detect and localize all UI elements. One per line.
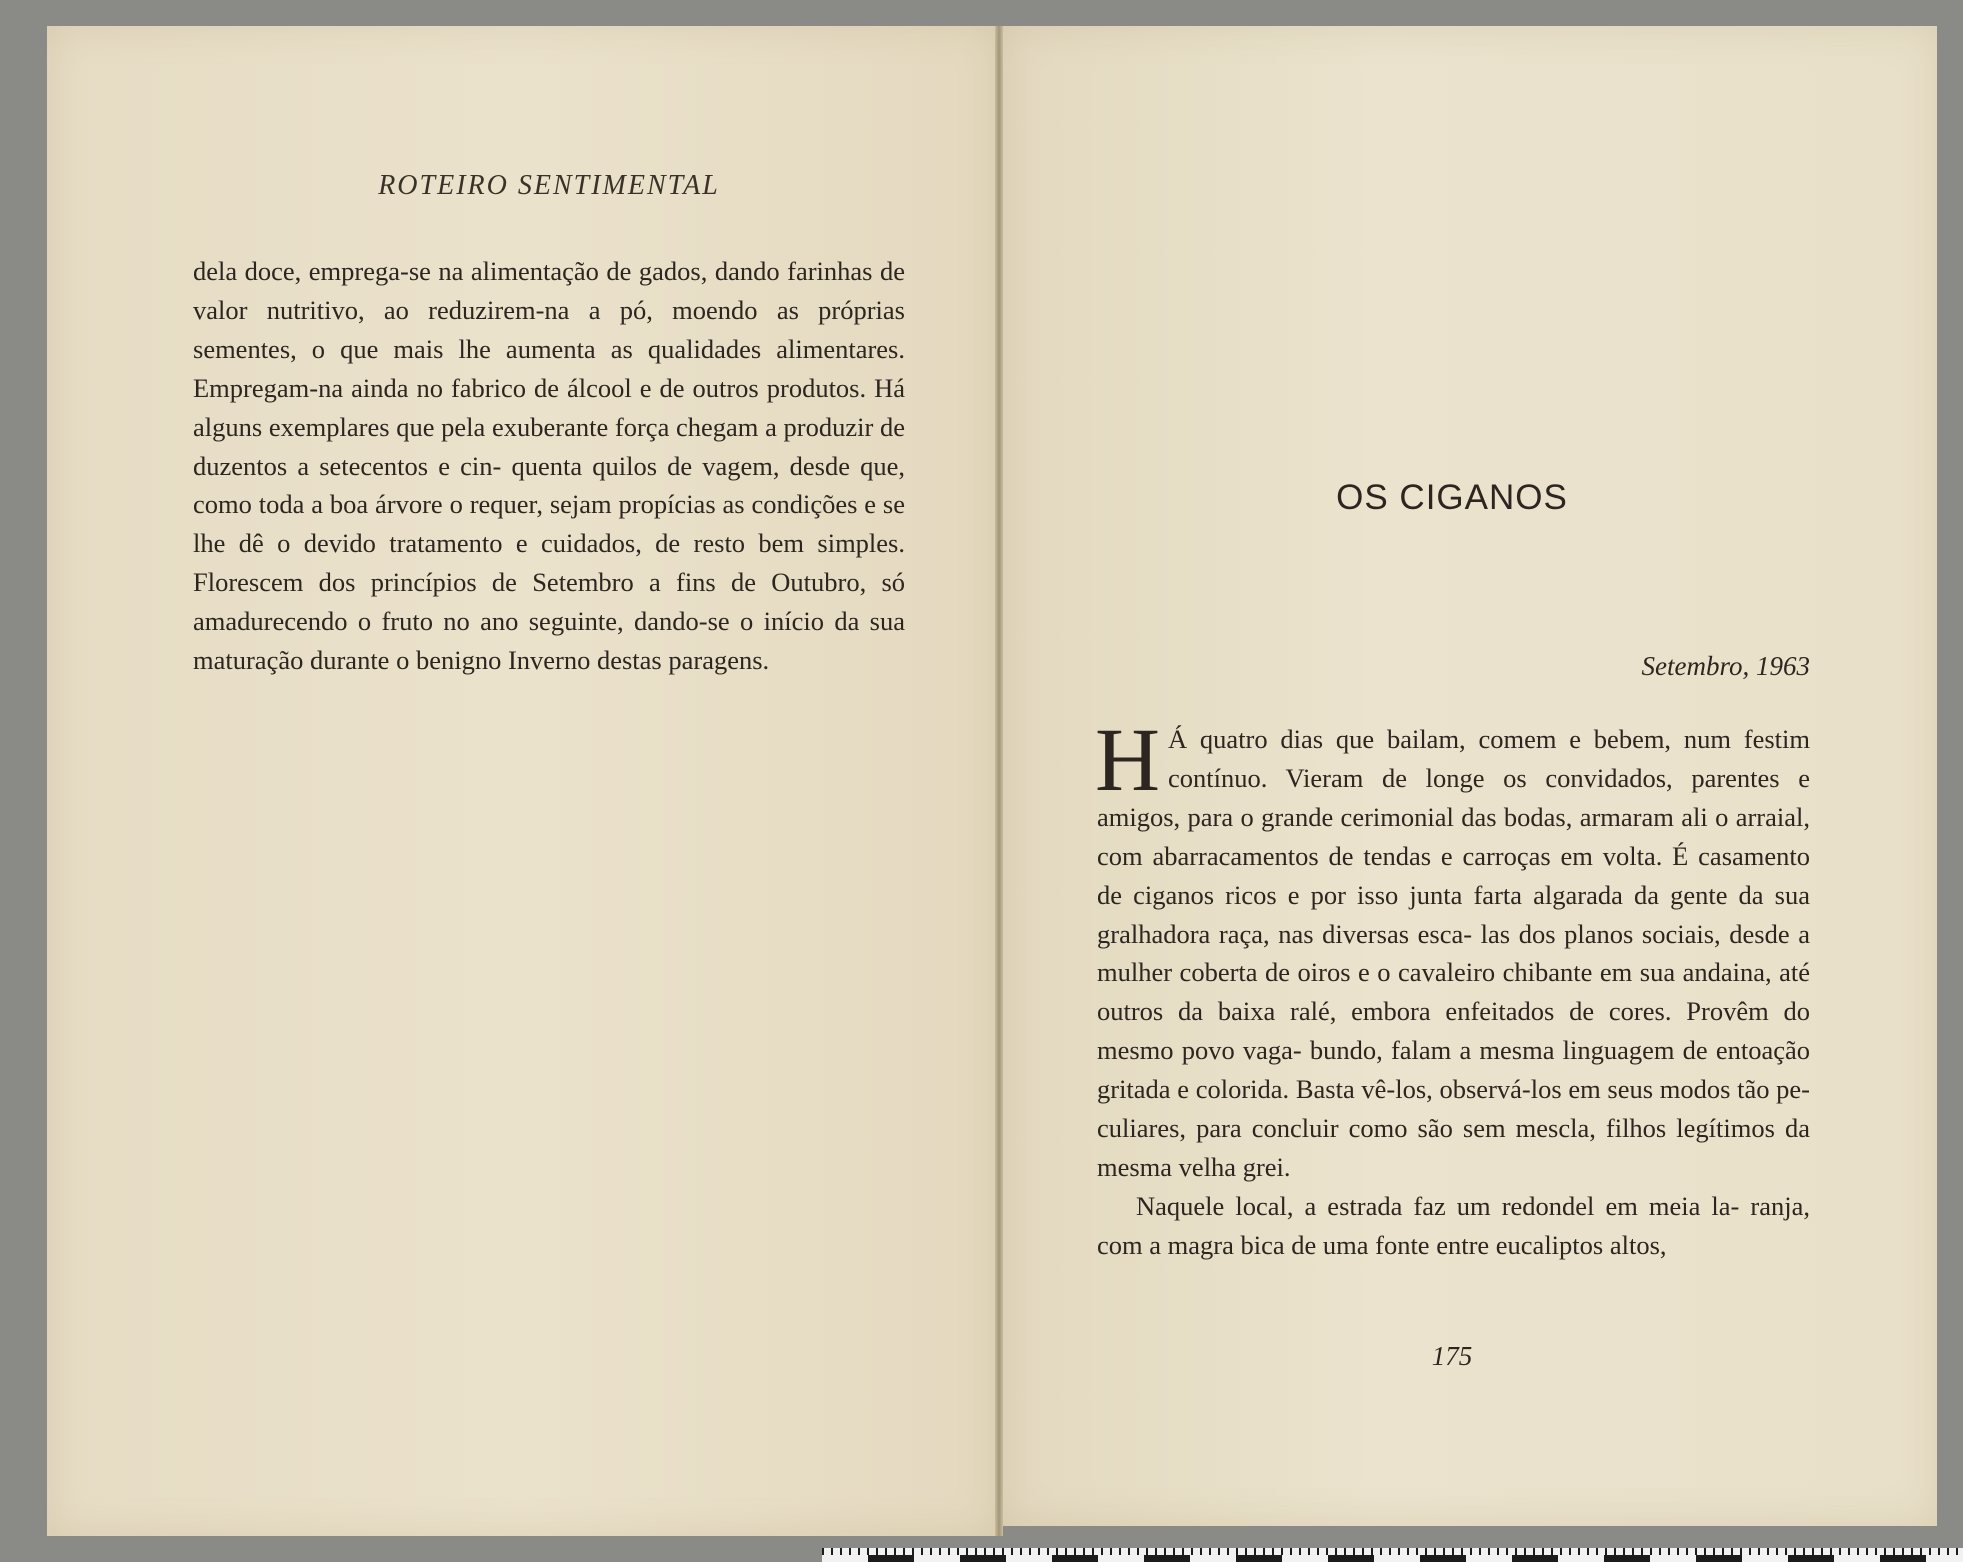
chapter-title: OS CIGANOS xyxy=(1336,478,1568,517)
text-line: cavaleiro chibante em sua andaina, até outros da baixa ralé, xyxy=(1097,957,1811,1027)
text-line: volta. É casamento de ciganos ricos e por isso junta farta xyxy=(1097,840,1811,910)
text-line: Naquele local, a estrada faz um redondel em meia la- xyxy=(1136,1190,1740,1221)
text-line: bundo, falam a mesma linguagem de entoação gritada e xyxy=(1097,1035,1810,1105)
text-line: quenta quilos de vagem, desde que, como toda a boa árvore xyxy=(193,450,905,520)
text-line: Á quatro dias que bailam, comem e bebem, num festim xyxy=(1168,724,1810,754)
dateline: Setembro, 1963 xyxy=(1641,651,1810,681)
book-spine xyxy=(995,26,1003,1536)
drop-cap: H xyxy=(1095,711,1160,810)
second-paragraph xyxy=(1097,1187,1810,1265)
page-number: 175 xyxy=(1431,1341,1473,1371)
text-line: dela doce, emprega-se na alimentação de gados, dando xyxy=(193,256,780,286)
text-line: princípios de Setembro a fins de Outubro, só amadurecendo xyxy=(193,567,906,637)
text-line: o requer, sejam propícias as condições e se lhe dê o devido xyxy=(193,489,906,559)
text-line: colorida. Basta vê-los, observá-los em seus modos tão pe- xyxy=(1195,1074,1810,1105)
text-line: o arraial, com abarracamentos de tendas e carroças em xyxy=(1097,801,1810,871)
text-line: contínuo. Vieram de longe os convidados, parentes e xyxy=(1168,762,1810,793)
text-line: tratamento e cuidados, de resto bem simples. Florescem dos xyxy=(193,528,905,598)
text-line: ranja, com a magra bica de uma fonte entre eucaliptos altos, xyxy=(1097,1190,1811,1260)
text-line: embora enfeitados de cores. Provêm do mesmo povo vaga- xyxy=(1097,996,1810,1066)
left-paragraph xyxy=(193,252,905,680)
running-head: ROTEIRO SENTIMENTAL xyxy=(378,170,720,201)
text-line: o fruto no ano seguinte, dando-se o início da sua maturação xyxy=(193,606,905,676)
right-body-text xyxy=(1095,711,1811,1265)
text-line: alimentares. Empregam-na ainda no fabrico de álcool e de xyxy=(193,333,905,403)
scale-ruler-band xyxy=(822,1555,1963,1562)
text-line: culiares, para concluir como são sem mescla, filhos legítimos xyxy=(1097,1113,1775,1144)
first-paragraph xyxy=(1095,711,1811,1187)
text-line: amigos, para o grande cerimonial das bodas, armaram ali xyxy=(1097,801,1708,832)
text-line: outros produtos. Há alguns exemplares que pela exuberante xyxy=(193,372,906,442)
text-line: las dos planos sociais, desde a mulher coberta de oiros e o xyxy=(1097,918,1810,988)
text-line: farinhas de valor nutritivo, ao reduzirem-na a pó, moendo xyxy=(193,256,905,325)
text-line: da mesma velha grei. xyxy=(1097,1113,1811,1182)
text-line: algarada da gente da sua gralhadora raça, nas diversas esca- xyxy=(1097,879,1810,949)
text-line: as próprias sementes, o que mais lhe aumenta as qualidades xyxy=(193,294,905,364)
left-body-text xyxy=(193,252,905,680)
text-line: força chegam a produzir de duzentos a setecentos e cin- xyxy=(193,411,906,481)
text-line: durante o benigno Inverno destas paragens. xyxy=(309,645,770,676)
